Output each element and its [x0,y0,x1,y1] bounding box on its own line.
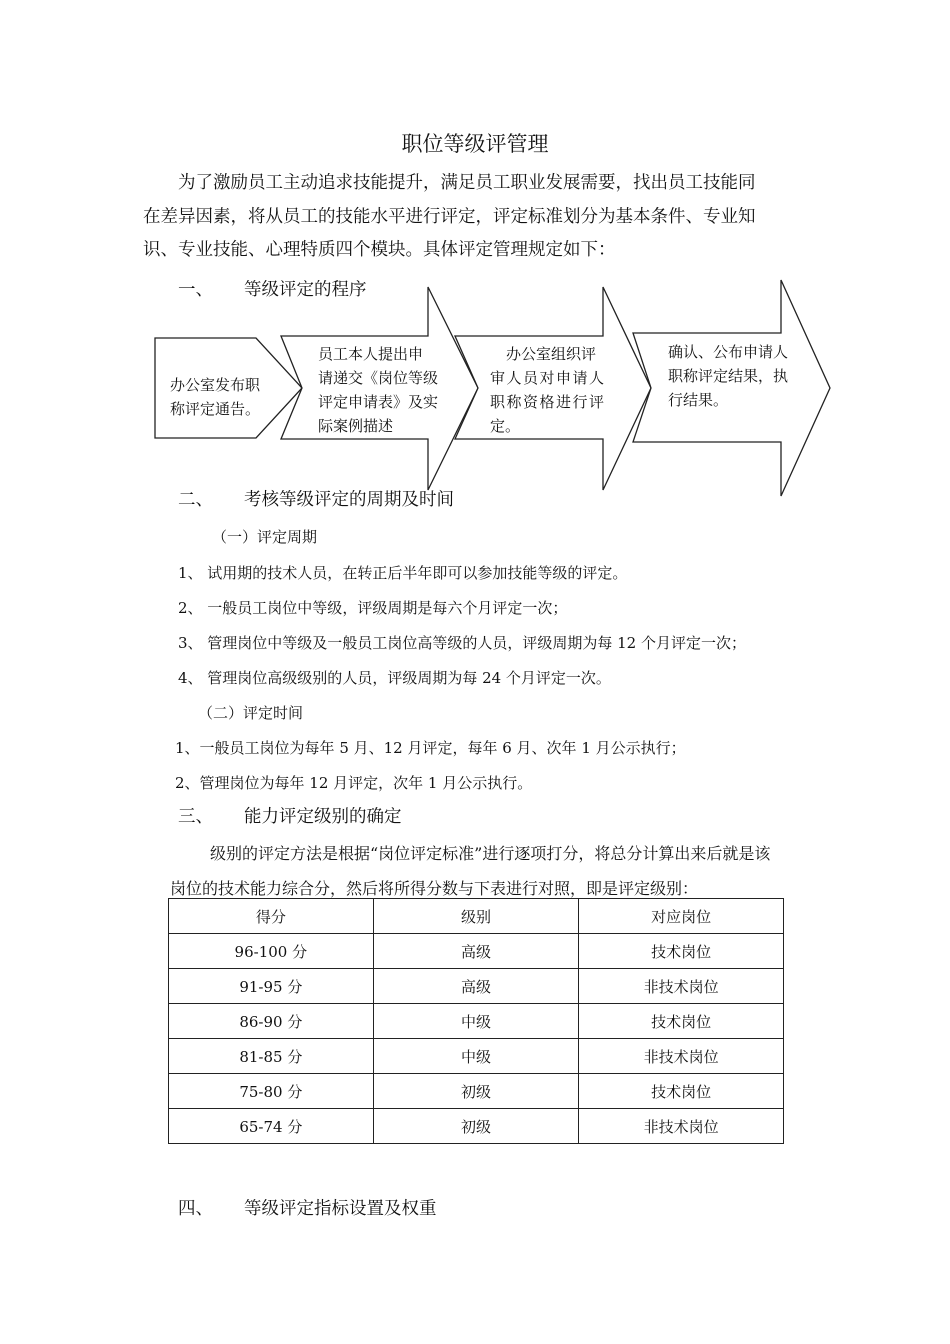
table-cell: 初级 [373,1109,579,1144]
flow-text-line: 确认、公布申请人 [668,343,789,361]
table-cell: 75-80 分 [169,1074,374,1109]
time-item: 2、管理岗位为每年 12 月评定，次年 1 月公示执行。 [175,774,533,792]
section-title: 能力评定级别的确定 [244,807,402,827]
section-number: 一、 [178,280,213,300]
section-heading-3 [178,803,402,828]
table-cell: 技术岗位 [579,1074,784,1109]
table-cell: 86-90 分 [169,1004,374,1039]
intro-line: 识、专业技能、心理特质四个模块。具体评定管理规定如下： [143,240,616,260]
table-row [169,1074,784,1109]
table-cell: 91-95 分 [169,969,374,1004]
flow-step-3-text [490,342,606,438]
table-cell: 高级 [373,969,579,1004]
period-item: 2、 一般员工岗位中等级，评级周期是每六个月评定一次； [178,599,568,617]
flow-step-4-text [668,340,788,412]
intro-line: 在差异因素，将从员工的技能水平进行评定，评定标准划分为基本条件、专业知 [143,206,756,227]
table-cell: 高级 [373,934,579,969]
table-row [169,1109,784,1144]
table-row [169,1004,784,1039]
flow-text-line: 际案例描述 [318,417,394,435]
time-item: 1、一般员工岗位为每年 5 月、12 月评定，每年 6 月、次年 1 月公示执行； [175,739,686,757]
section-heading-2 [178,486,454,511]
table-cell: 非技术岗位 [579,969,784,1004]
section-number: 三、 [178,807,213,827]
table-cell: 非技术岗位 [579,1039,784,1074]
time-heading: （二）评定时间 [198,704,304,722]
flow-text-line: 称评定通告。 [170,400,261,418]
table-row [169,934,784,969]
section-number: 四、 [178,1199,213,1219]
period-item: 4、 管理岗位高级级别的人员，评级周期为每 24 个月评定一次。 [178,669,611,687]
table-cell: 非技术岗位 [579,1109,784,1144]
table-cell: 81-85 分 [169,1039,374,1074]
section-title: 等级评定的程序 [244,280,367,300]
period-heading: （一）评定周期 [212,528,318,546]
table-header-cell: 级别 [373,899,579,934]
flow-text-line: 员工本人提出申 [318,345,424,363]
level-line: 级别的评定方法是根据“岗位评定标准”进行逐项打分，将总分计算出来后就是该 [210,844,771,863]
table-cell: 中级 [373,1039,579,1074]
period-item: 1、 试用期的技术人员，在转正后半年即可以参加技能等级的评定。 [178,564,628,582]
process-flow-diagram [0,0,950,520]
flow-text-line: 请递交《岗位等级 [318,369,439,387]
flow-text-line: 职称资格进行评 [490,393,606,411]
flow-text-line: 定。 [490,417,521,435]
flow-text-line: 评定申请表》及实 [318,393,439,411]
table-cell: 中级 [373,1004,579,1039]
table-cell: 初级 [373,1074,579,1109]
table-cell: 65-74 分 [169,1109,374,1144]
section-title: 等级评定指标设置及权重 [244,1199,437,1219]
intro-line: 为了激励员工主动追求技能提升，满足员工职业发展需要，找出员工技能同 [178,173,756,193]
grade-table [168,898,784,1144]
table-row [169,1039,784,1074]
level-line: 岗位的技术能力综合分，然后将所得分数与下表进行对照，即是评定级别： [170,879,699,898]
table-row [169,969,784,1004]
table-cell: 技术岗位 [579,934,784,969]
section-number: 二、 [178,490,213,510]
section-heading-4 [178,1195,437,1220]
flow-text-line: 职称评定结果，执 [668,367,789,385]
table-cell: 96-100 分 [169,934,374,969]
page-title: 职位等级评管理 [401,132,549,156]
flow-step-1-text [170,373,260,421]
section-title: 考核等级评定的周期及时间 [244,490,454,510]
flow-text-line: 办公室发布职 [170,376,261,394]
flow-text-line: 审人员对申请人 [490,369,606,387]
table-header-cell: 对应岗位 [579,899,784,934]
table-cell: 技术岗位 [579,1004,784,1039]
flow-text-line: 办公室组织评 [506,345,597,363]
table-header-row [169,899,784,934]
level-paragraph [170,836,810,906]
flow-text-line: 行结果。 [668,391,729,409]
table-header-cell: 得分 [169,899,374,934]
period-item: 3、 管理岗位中等级及一般员工岗位高等级的人员，评级周期为每 12 个月评定一次； [178,634,746,652]
flow-step-2-text [318,342,438,438]
